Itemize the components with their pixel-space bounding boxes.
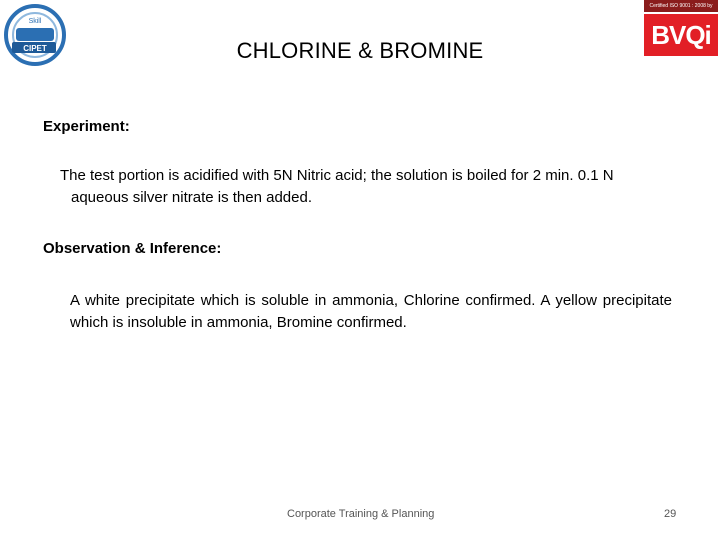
observation-heading: Observation & Inference: bbox=[43, 240, 222, 257]
slide-title: CHLORINE & BROMINE bbox=[236, 38, 484, 63]
bvqi-cert-text: Certified ISO 9001 : 2008 by bbox=[644, 0, 718, 12]
cipet-logo-bottom-text: CIPET bbox=[23, 44, 47, 53]
cipet-logo-top-text: Skill bbox=[28, 18, 42, 25]
bvqi-brand-text: BVQi bbox=[644, 14, 718, 56]
observation-text: A white precipitate which is soluble in ammonia, Chlorine confirmed. A yellow precipitate which is insoluble in ammonia, Bromine confirmed. bbox=[70, 292, 672, 331]
page-number: 29 bbox=[664, 508, 677, 520]
experiment-text-line2: aqueous silver nitrate is then added. bbox=[71, 189, 312, 206]
experiment-heading: Experiment: bbox=[43, 118, 130, 135]
footer-text: Corporate Training & Planning bbox=[287, 508, 435, 520]
experiment-text-line1: The test portion is acidified with 5N Nitric acid; the solution is boiled for 2 min. 0.1 N bbox=[60, 167, 614, 184]
